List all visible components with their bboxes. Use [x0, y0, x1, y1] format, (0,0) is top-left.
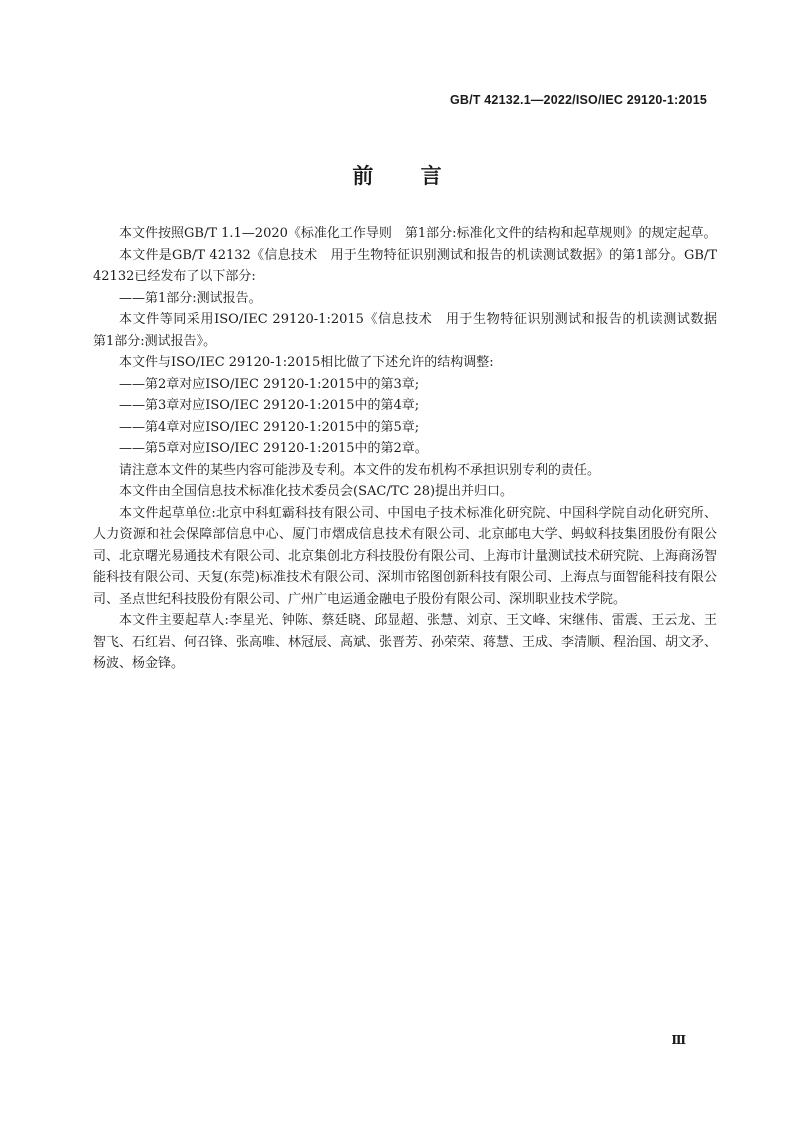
paragraph-drafting-rules: 本文件按照GB/T 1.1—2020《标准化工作导则 第1部分:标准化文件的结构和起草规则》的规定起草。	[119, 226, 717, 241]
page-number: Ⅲ	[671, 1033, 686, 1047]
paragraph-drafting-units: 本文件起草单位:北京中科虹霸科技有限公司、中国电子技术标准化研究院、中国科学院自动化研究所、人力资源和社会保障部信息中心、厦门市熠成信息技术有限公司、北京邮电大学、蚂蚁科技集团股份有限公司、北京曙光易通技术有限公司、北京集创北方科技股份有限公司、上海市计量测试技术研究院、上海商汤智能科技有限公司、天复(东莞)标准技术有限公司、深圳市铭图创新科技有限公司、上海点与面智能科技有限公司、圣点世纪科技股份有限公司、广州广电运通金融电子股份有限公司、深圳职业技术学院。	[93, 505, 718, 607]
foreword-body	[93, 223, 731, 675]
list-item-chapter-5: ——第5章对应ISO/IEC 29120-1:2015中的第2章。	[119, 441, 428, 456]
paragraph-committee: 本文件由全国信息技术标准化技术委员会(SAC/TC 28)提出并归口。	[119, 484, 514, 499]
list-item-chapter-4: ——第4章对应ISO/IEC 29120-1:2015中的第5章;	[119, 419, 420, 435]
paragraph-structural-changes: 本文件与ISO/IEC 29120-1:2015相比做了下述允许的结构调整:	[119, 355, 494, 370]
paragraph-part-description: 本文件是GB/T 42132《信息技术 用于生物特征识别测试和报告的机读测试数据》的第1部分。GB/T 42132已经发布了以下部分:	[93, 247, 717, 284]
paragraph-drafters: 本文件主要起草人:李星光、钟陈、蔡廷晓、邱显超、张慧、刘京、王文峰、宋继伟、雷震、王云龙、王智飞、石红岩、何召锋、张高唯、林冠辰、高斌、张晋芳、孙荣荣、蒋慧、王成、李清顺、程治国、胡文矛、杨波、杨金锋。	[93, 613, 718, 671]
list-item-chapter-2: ——第2章对应ISO/IEC 29120-1:2015中的第3章;	[119, 376, 420, 392]
paragraph-patent-notice: 请注意本文件的某些内容可能涉及专利。本文件的发布机构不承担识别专利的责任。	[119, 462, 601, 478]
document-code: GB/T 42132.1—2022/ISO/IEC 29120-1:2015	[449, 93, 707, 107]
paragraph-adoption: 本文件等同采用ISO/IEC 29120-1:2015《信息技术 用于生物特征识别测试和报告的机读测试数据 第1部分:测试报告》。	[93, 312, 731, 349]
page-title: 前 言	[352, 164, 462, 188]
list-item-chapter-3: ——第3章对应ISO/IEC 29120-1:2015中的第4章;	[119, 398, 420, 413]
list-item-part-1: ——第1部分:测试报告。	[119, 290, 262, 306]
